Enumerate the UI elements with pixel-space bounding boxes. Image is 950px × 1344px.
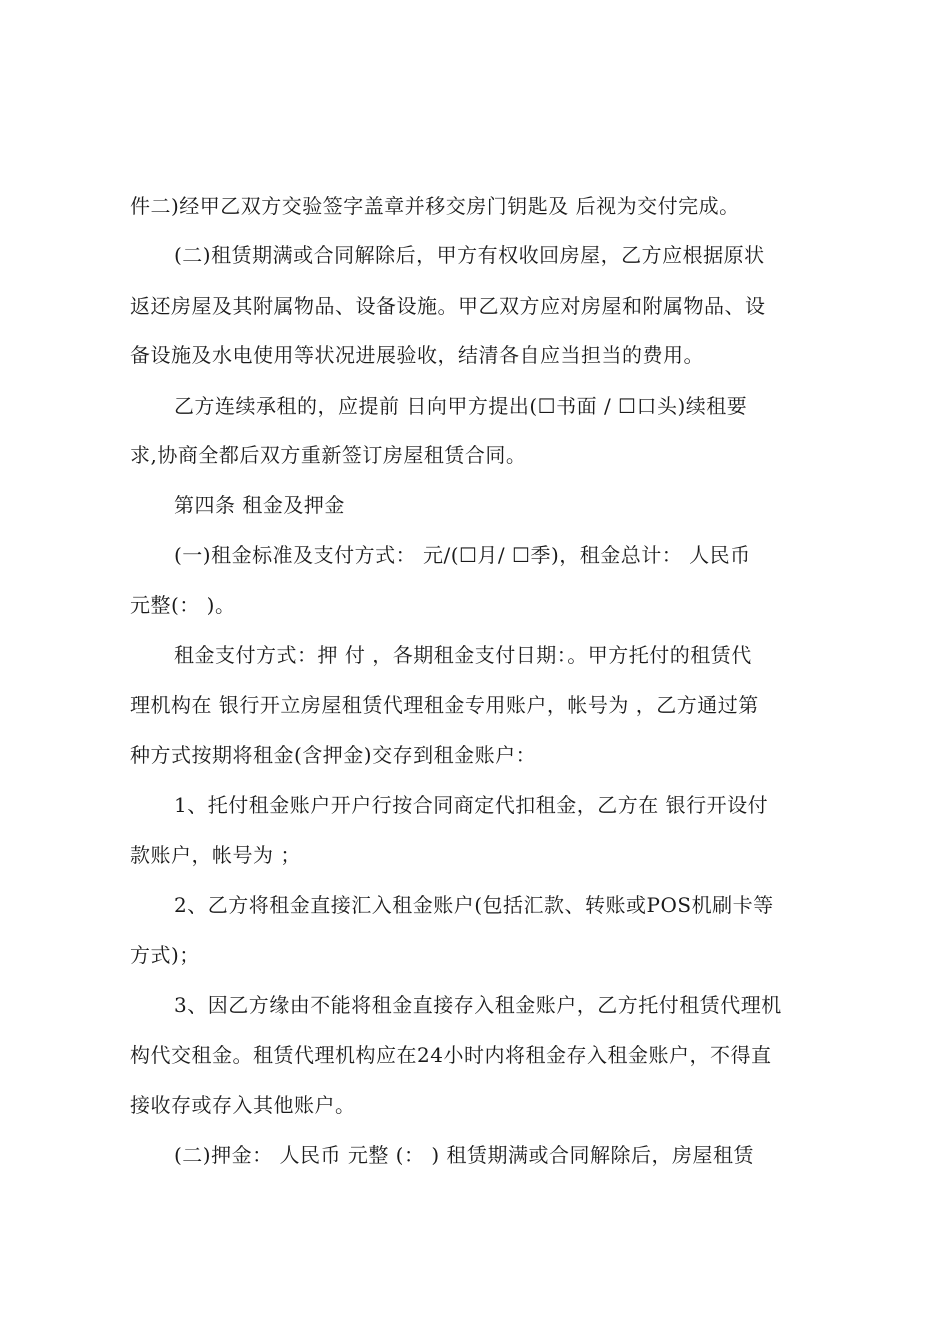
paragraph-line: 返还房屋及其附属物品、设备设施。甲乙双方应对房屋和附属物品、设 [130, 294, 766, 318]
paragraph-line: 元整(： )。 [130, 593, 236, 617]
paragraph-line: (一)租金标准及支付方式： 元/(☐月/ ☐季)，租金总计： 人民币 [174, 543, 751, 567]
paragraph-line: (二)租赁期满或合同解除后，甲方有权收回房屋，乙方应根据原状 [174, 243, 765, 267]
paragraph-line: 3、因乙方缘由不能将租金直接存入租金账户，乙方托付租赁代理机 [174, 993, 782, 1017]
paragraph-line: 2、乙方将租金直接汇入租金账户(包括汇款、转账或POS机刷卡等 [174, 893, 774, 917]
paragraph-line: 方式)； [130, 943, 200, 967]
paragraph-line: 1、托付租金账户开户行按合同商定代扣租金，乙方在 银行开设付 [174, 793, 769, 817]
paragraph-line: (二)押金： 人民币 元整 (： ) 租赁期满或合同解除后，房屋租赁 [174, 1143, 754, 1167]
paragraph-line: 备设施及水电使用等状况进展验收，结清各自应当担当的费用。 [130, 343, 704, 367]
paragraph-line: 求,协商全都后双方重新签订房屋租赁合同。 [130, 443, 527, 467]
paragraph-line: 款账户，帐号为 ； [130, 843, 301, 867]
paragraph-line: 接收存或存入其他账户。 [130, 1093, 356, 1117]
paragraph-line: 乙方连续承租的，应提前 日向甲方提出(☐书面 / ☐口头)续租要 [174, 394, 748, 418]
paragraph-line: 租金支付方式：押 付 ，各期租金支付日期：。甲方托付的租赁代 [174, 643, 752, 667]
paragraph-line: 理机构在 银行开立房屋租赁代理租金专用账户，帐号为 ，乙方通过第 [130, 693, 759, 717]
paragraph-line: 构代交租金。租赁代理机构应在24小时内将租金存入租金账户，不得直 [130, 1043, 772, 1067]
paragraph-line: 件二)经甲乙双方交验签字盖章并移交房门钥匙及 后视为交付完成。 [130, 194, 740, 218]
section-heading: 第四条 租金及押金 [174, 493, 345, 517]
paragraph-line: 种方式按期将租金(含押金)交存到租金账户： [130, 743, 537, 767]
